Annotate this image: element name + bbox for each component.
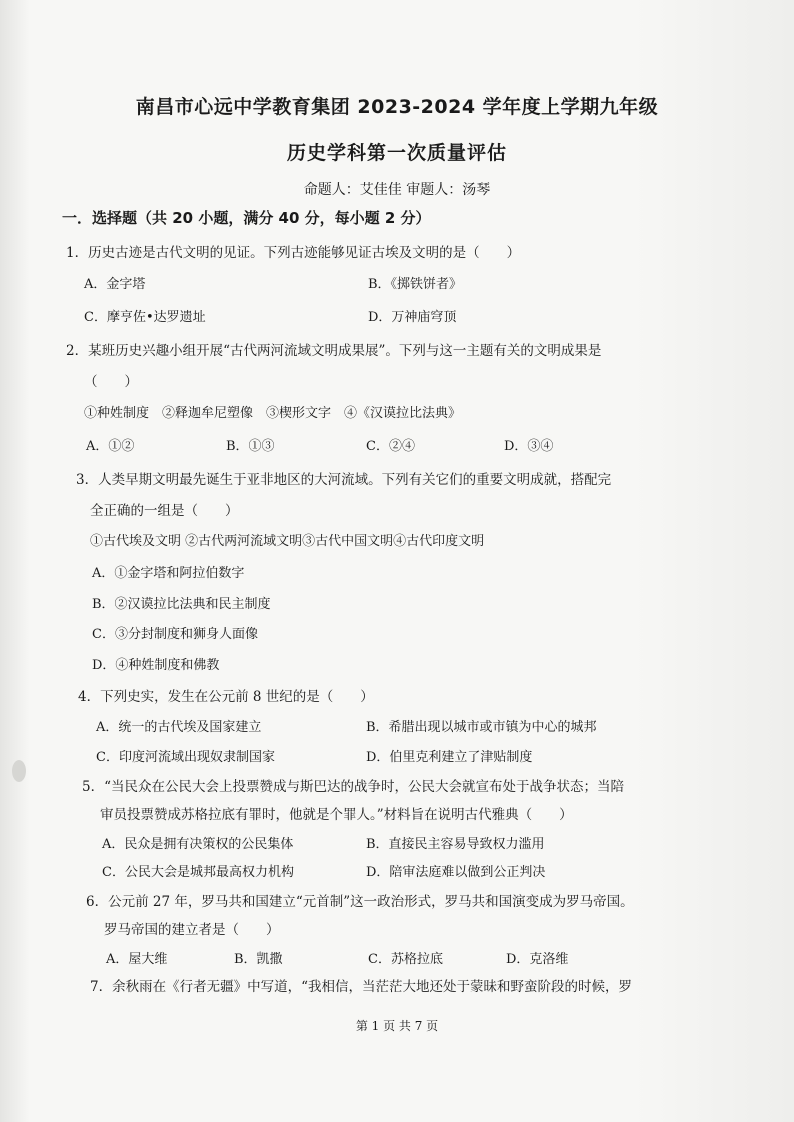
question-6-option-a: A．屋大维 (106, 952, 168, 967)
question-2-stem-cont: （ ） (84, 374, 138, 390)
question-6-stem-cont: 罗马帝国的建立者是（ ） (104, 922, 280, 938)
scan-smudge-mark (12, 760, 26, 782)
question-2-option-a: A．①② (86, 439, 135, 454)
page-number: 第 1 页 共 7 页 (355, 1019, 439, 1033)
question-5-option-d: D．陪审法庭难以做到公正判决 (366, 865, 546, 880)
exam-authors: 命题人：艾佳佳 审题人：汤琴 (303, 182, 491, 198)
question-4-option-a: A．统一的古代埃及国家建立 (96, 720, 262, 735)
question-6-option-b: B．凯撒 (234, 952, 283, 967)
question-7-stem: 7．余秋雨在《行者无疆》中写道，“我相信，当茫茫大地还处于蒙昧和野蛮阶段的时候，罗 (90, 979, 632, 995)
question-1-option-b: B．《掷铁饼者》 (368, 277, 463, 292)
question-5-stem: 5．“当民众在公民大会上投票赞成与斯巴达的战争时，公民大会就宣布处于战争状态；当陪 (82, 779, 624, 795)
question-3-option-d: D．④种姓制度和佛教 (92, 658, 220, 673)
scan-shadow-left (0, 0, 30, 1122)
scan-shadow-right (634, 0, 794, 1122)
question-3-option-b: B．②汉谟拉比法典和民主制度 (92, 597, 271, 612)
question-2-items: ①种姓制度 ②释迦牟尼塑像 ③楔形文字 ④《汉谟拉比法典》 (84, 406, 462, 421)
question-1-stem: 1．历史古迹是古代文明的见证。下列古迹能够见证古埃及文明的是（ ） (66, 245, 521, 261)
exam-title-line1: 南昌市心远中学教育集团 2023-2024 学年度上学期九年级 (135, 96, 659, 118)
question-1-option-c: C．摩亨佐•达罗遗址 (84, 310, 206, 325)
question-5-option-b: B．直接民主容易导致权力滥用 (366, 837, 545, 852)
section-heading: 一．选择题（共 20 小题，满分 40 分，每小题 2 分） (62, 209, 431, 227)
question-2-option-b: B．①③ (226, 439, 275, 454)
question-4-option-b: B．希腊出现以城市或市镇为中心的城邦 (366, 720, 597, 735)
question-4-option-d: D．伯里克利建立了津贴制度 (366, 750, 533, 765)
question-6-option-d: D．克洛维 (506, 952, 569, 967)
question-2-option-d: D．③④ (504, 439, 554, 454)
question-6-option-c: C．苏格拉底 (368, 952, 443, 967)
question-3-stem-cont: 全正确的一组是（ ） (90, 503, 239, 519)
question-3-items: ①古代埃及文明 ②古代两河流域文明③古代中国文明④古代印度文明 (90, 534, 485, 549)
question-2-option-c: C．②④ (366, 439, 415, 454)
question-5-option-c: C．公民大会是城邦最高权力机构 (102, 865, 294, 880)
question-4-stem: 4．下列史实，发生在公元前 8 世纪的是（ ） (78, 689, 374, 705)
question-5-option-a: A．民众是拥有决策权的公民集体 (102, 837, 294, 852)
question-5-stem-cont: 审员投票赞成苏格拉底有罪时，他就是个罪人。”材料旨在说明古代雅典（ ） (100, 807, 573, 823)
question-3-option-a: A．①金字塔和阿拉伯数字 (92, 566, 245, 581)
question-3-option-c: C．③分封制度和狮身人面像 (92, 627, 258, 642)
question-3-stem: 3．人类早期文明最先诞生于亚非地区的大河流域。下列有关它们的重要文明成就，搭配完 (76, 472, 612, 488)
question-2-stem: 2．某班历史兴趣小组开展“古代两河流域文明成果展”。下列与这一主题有关的文明成果是 (66, 343, 602, 359)
question-1-option-d: D．万神庙穹顶 (368, 310, 457, 325)
exam-title-line2: 历史学科第一次质量评估 (286, 142, 507, 164)
question-1-option-a: A．金字塔 (84, 277, 146, 292)
question-6-stem: 6．公元前 27 年，罗马共和国建立“元首制”这一政治形式，罗马共和国演变成为罗马帝国。 (86, 894, 634, 910)
question-4-option-c: C．印度河流域出现奴隶制国家 (96, 750, 275, 765)
